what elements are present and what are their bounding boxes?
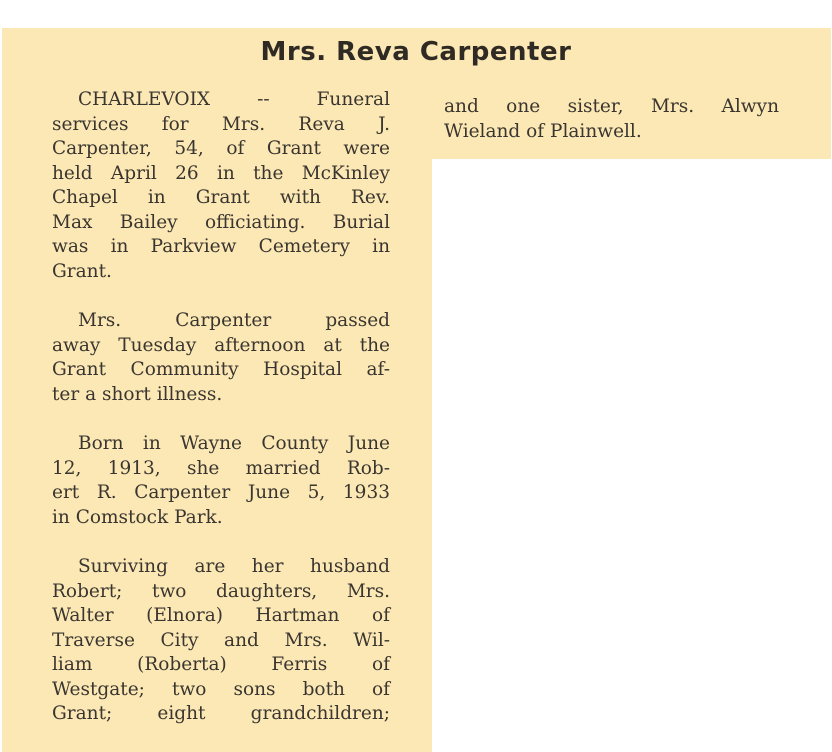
text-line: away Tuesday afternoon at the bbox=[52, 334, 390, 356]
text-line: Grant; eight grandchildren; bbox=[52, 703, 390, 724]
text-line: Surviving are her husband bbox=[78, 556, 390, 577]
article-left-column bbox=[52, 88, 390, 752]
text-line: ter a short illness. bbox=[52, 383, 223, 405]
obituary-headline: Mrs. Reva Carpenter bbox=[260, 37, 572, 67]
text-line: Max Bailey officiating. Burial bbox=[52, 211, 390, 233]
text-line: was in Parkview Cemetery in bbox=[52, 236, 390, 257]
text-line: Grant Community Hospital af- bbox=[52, 359, 390, 380]
text-line: in Comstock Park. bbox=[52, 506, 223, 528]
text-line: Carpenter, 54, of Grant were bbox=[52, 138, 390, 159]
paragraph-funeral-services bbox=[52, 88, 390, 284]
paragraph-birth-marriage bbox=[52, 432, 390, 530]
text-line: Grant. bbox=[52, 260, 112, 282]
paragraph-survivors-continued bbox=[444, 95, 779, 144]
text-line: held April 26 in the McKinley bbox=[52, 162, 390, 184]
text-line: Robert; two daughters, Mrs. bbox=[52, 580, 390, 602]
text-line: ert R. Carpenter June 5, 1933 bbox=[52, 482, 390, 503]
text-line: Traverse City and Mrs. Wil- bbox=[52, 629, 390, 651]
text-line: Born in Wayne County June bbox=[78, 433, 390, 454]
text-line: liam (Roberta) Ferris of bbox=[52, 654, 390, 675]
text-line: CHARLEVOIX -- Funeral bbox=[78, 89, 390, 110]
text-line: Westgate; two sons both of bbox=[52, 678, 390, 700]
paragraph-passing bbox=[52, 309, 390, 407]
text-line: services for Mrs. Reva J. bbox=[52, 113, 390, 135]
paragraph-survivors bbox=[52, 555, 390, 727]
text-line: Wieland of Plainwell. bbox=[444, 120, 642, 142]
text-line: Mrs. Carpenter passed bbox=[78, 310, 390, 331]
article-right-column bbox=[444, 95, 779, 169]
text-line: Walter (Elnora) Hartman of bbox=[52, 605, 390, 626]
text-line: Chapel in Grant with Rev. bbox=[52, 187, 390, 208]
text-line: and one sister, Mrs. Alwyn bbox=[444, 96, 779, 117]
text-line: 12, 1913, she married Rob- bbox=[52, 457, 390, 479]
